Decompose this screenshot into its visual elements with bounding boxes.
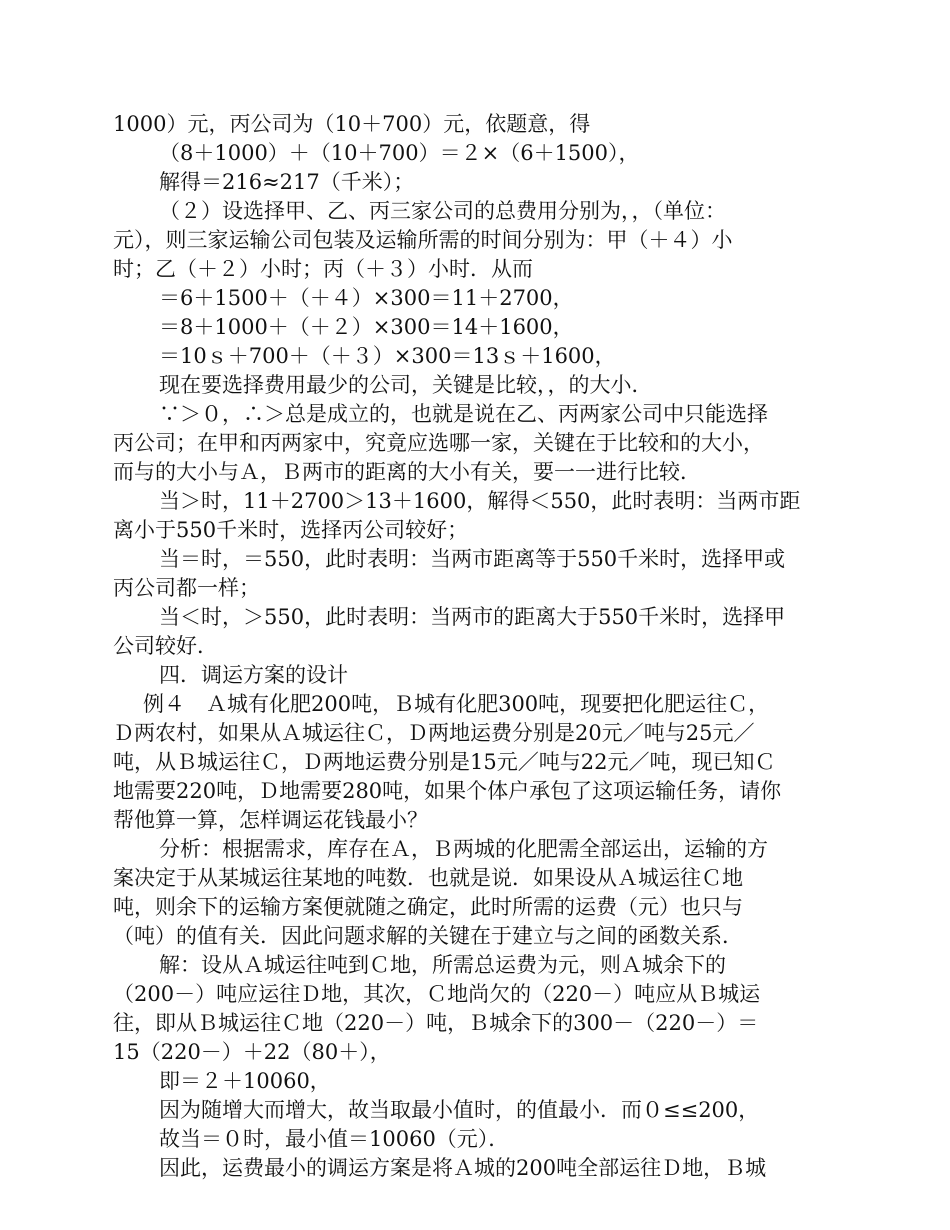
text-line: 当＝时，＝550，此时表明：当两市距离等于550千米时，选择甲或 bbox=[159, 547, 786, 571]
text-line: 案决定于从某城运往某地的吨数．也就是说．如果设从Ａ城运往Ｃ地 bbox=[113, 866, 743, 890]
text-line: （8＋1000）＋（10＋700）＝２×（6＋1500）， bbox=[159, 141, 640, 165]
text-line: 往，即从Ｂ城运往Ｃ地（220－）吨，Ｂ城余下的300－（220－）＝ bbox=[113, 1011, 759, 1035]
text-line: 吨，从Ｂ城运往Ｃ，Ｄ两地运费分别是15元／吨与22元／吨，现已知Ｃ bbox=[113, 750, 776, 774]
text-line: 离小于550千米时，选择丙公司较好； bbox=[113, 518, 469, 542]
text-line: 15（220－）＋22（80＋）， bbox=[113, 1040, 391, 1064]
text-line: 公司较好． bbox=[113, 634, 218, 658]
example-heading: 例４ Ａ城有化肥200吨，Ｂ城有化肥300吨，现要把化肥运往Ｃ， bbox=[143, 692, 770, 716]
text-line: 帮他算一算，怎样调运花钱最小？ bbox=[113, 808, 428, 832]
text-line: （２）设选择甲、乙、丙三家公司的总费用分别为，，（单位： bbox=[159, 199, 726, 223]
text-line: 元），则三家运输公司包装及运输所需的时间分别为：甲（＋４）小 bbox=[113, 228, 733, 252]
text-line: 当＜时，＞550，此时表明：当两市的距离大于550千米时，选择甲 bbox=[159, 605, 786, 629]
document-body bbox=[113, 110, 843, 1183]
text-line: 解：设从Ａ城运往吨到Ｃ地，所需总运费为元，则Ａ城余下的 bbox=[159, 953, 726, 977]
text-line: 丙公司都一样； bbox=[113, 576, 260, 600]
text-line: 因此，运费最小的调运方案是将Ａ城的200吨全部运往Ｄ地，Ｂ城 bbox=[159, 1156, 767, 1180]
text-line: 分析：根据需求，库存在Ａ，Ｂ两城的化肥需全部运出，运输的方 bbox=[159, 837, 768, 861]
text-line: 时；乙（＋２）小时；丙（＋３）小时．从而 bbox=[113, 257, 533, 281]
text-line: 现在要选择费用最少的公司，关键是比较，，的大小． bbox=[159, 373, 653, 397]
text-line: 当＞时，11＋2700＞13＋1600，解得＜550，此时表明：当两市距 bbox=[159, 489, 801, 513]
text-line: ＝8＋1000＋（＋２）×300＝14＋1600， bbox=[159, 315, 574, 339]
text-line: Ｄ两农村，如果从Ａ城运往Ｃ，Ｄ两地运费分别是20元／吨与25元／ bbox=[113, 721, 755, 745]
text-line: 解得＝216≈217（千米）； bbox=[159, 170, 415, 194]
text-line: 丙公司；在甲和丙两家中，究竟应选哪一家，关键在于比较和的大小， bbox=[113, 431, 764, 455]
text-line: （吨）的值有关．因此问题求解的关键在于建立与之间的函数关系． bbox=[113, 924, 743, 948]
text-line: 故当＝０时，最小值＝10060（元）． bbox=[159, 1127, 510, 1151]
text-line: ＝10ｓ＋700＋（＋３）×300＝13ｓ＋1600， bbox=[159, 344, 616, 368]
text-line: ∵＞０，∴＞总是成立的，也就是说在乙、丙两家公司中只能选择 bbox=[159, 402, 768, 426]
text-line: 地需要220吨，Ｄ地需要280吨，如果个体户承包了这项运输任务，请你 bbox=[113, 779, 782, 803]
text-line: 而与的大小与Ａ，Ｂ两市的距离的大小有关，要一一进行比较． bbox=[113, 460, 701, 484]
text-line: 即＝２＋10060， bbox=[159, 1069, 331, 1093]
text-line: 1000）元，丙公司为（10＋700）元，依题意，得 bbox=[113, 112, 591, 136]
section-heading: 四．调运方案的设计 bbox=[159, 663, 348, 687]
text-line: ＝6＋1500＋（＋４）×300＝11＋2700， bbox=[159, 286, 574, 310]
text-line: （200－）吨应运往Ｄ地，其次，Ｃ地尚欠的（220－）吨应从Ｂ城运 bbox=[113, 982, 761, 1006]
text-line: 因为随增大而增大，故当取最小值时，的值最小．而０≤≤200， bbox=[159, 1098, 760, 1122]
text-line: 吨，则余下的运输方案便就随之确定，此时所需的运费（元）也只与 bbox=[113, 895, 743, 919]
